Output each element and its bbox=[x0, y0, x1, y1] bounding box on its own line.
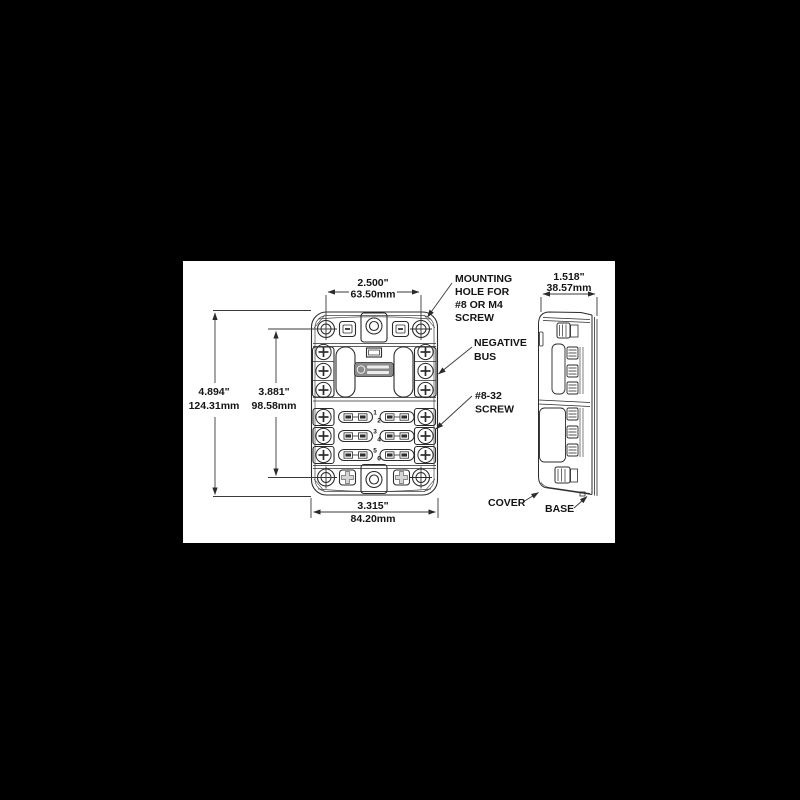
fuse-position-numbers bbox=[373, 410, 381, 463]
leader-mounting-hole bbox=[428, 283, 453, 317]
callout-cover: COVER bbox=[488, 497, 526, 509]
dim-side-depth-in: 1.518" bbox=[553, 271, 585, 283]
cover-top-band bbox=[543, 318, 590, 323]
callout-leaders bbox=[428, 283, 588, 508]
fuse-screws-right-column bbox=[415, 409, 436, 464]
negative-bus-left-column bbox=[313, 344, 335, 397]
positive-terminal-right bbox=[394, 470, 410, 485]
stud-side-top bbox=[557, 323, 578, 338]
dim-overall-height-mm: 124.31mm bbox=[188, 400, 240, 412]
stud-side-bottom bbox=[555, 467, 578, 483]
lower-window bbox=[540, 408, 566, 462]
fuse-number-1: 1 bbox=[373, 409, 377, 417]
dimension-texts bbox=[189, 271, 592, 525]
dim-top-width-mm: 63.50mm bbox=[350, 288, 396, 301]
brand-logo bbox=[355, 363, 394, 377]
center-indicator bbox=[367, 348, 382, 357]
callout-mounting-hole-line3: #8 OR M4 bbox=[455, 299, 503, 311]
leader-base bbox=[574, 497, 587, 509]
dim-bottom-width-mm: 84.20mm bbox=[350, 513, 396, 525]
callout-mounting-hole-line4: SCREW bbox=[455, 312, 495, 324]
negative-terminal-right bbox=[393, 322, 409, 337]
side-mid-divider bbox=[539, 400, 590, 407]
callout-mounting-hole-line2: HOLE FOR bbox=[455, 286, 510, 298]
upper-terminals bbox=[567, 347, 583, 394]
fuse-screws-left-column bbox=[313, 409, 334, 464]
mounting-hole-bottom-right bbox=[410, 467, 432, 489]
front-view bbox=[312, 312, 438, 495]
leader-screw-8-32 bbox=[436, 396, 472, 429]
dim-overall-height-in: 4.894" bbox=[198, 386, 230, 398]
callout-screw-8-32-line1: #8-32 bbox=[475, 390, 502, 402]
bottom-edge-arc bbox=[318, 489, 431, 492]
callout-screw-8-32-line2: SCREW bbox=[475, 403, 515, 416]
dim-hole-spacing-mm: 98.58mm bbox=[251, 400, 297, 412]
fuse-number-2: 2 bbox=[377, 417, 381, 425]
drawing-panel bbox=[183, 261, 615, 543]
fuse-number-5: 5 bbox=[373, 447, 377, 455]
callout-negative-bus-line2: BUS bbox=[474, 351, 497, 363]
fuse-number-3: 3 bbox=[373, 428, 377, 436]
negative-terminal-left bbox=[340, 322, 356, 337]
bus-cover-left bbox=[336, 347, 355, 397]
technical-drawing bbox=[183, 261, 615, 543]
leader-negative-bus bbox=[439, 347, 473, 374]
upper-window bbox=[552, 344, 565, 394]
negative-bus-right-column bbox=[415, 344, 437, 397]
positive-terminal-left bbox=[340, 470, 356, 485]
side-view bbox=[539, 312, 598, 496]
fuse-number-6: 6 bbox=[377, 455, 381, 463]
dim-hole-spacing-in: 3.881" bbox=[258, 386, 290, 398]
callout-mounting-hole-line1: MOUNTING bbox=[455, 273, 513, 285]
bus-cover-right bbox=[394, 347, 413, 397]
callout-negative-bus-line1: NEGATIVE bbox=[474, 337, 527, 349]
fuse-number-4: 4 bbox=[377, 436, 381, 444]
dim-bottom-width-in: 3.315" bbox=[357, 500, 389, 512]
front-body-outline bbox=[312, 312, 438, 495]
mounting-hole-top-right bbox=[410, 318, 432, 340]
lower-terminals bbox=[567, 408, 583, 457]
stud-top bbox=[361, 313, 387, 342]
dim-side-depth-mm: 38.57mm bbox=[546, 282, 592, 294]
cover-latch bbox=[540, 332, 544, 346]
dim-top-width-in: 2.500" bbox=[357, 277, 389, 289]
callout-base: BASE bbox=[545, 503, 575, 515]
